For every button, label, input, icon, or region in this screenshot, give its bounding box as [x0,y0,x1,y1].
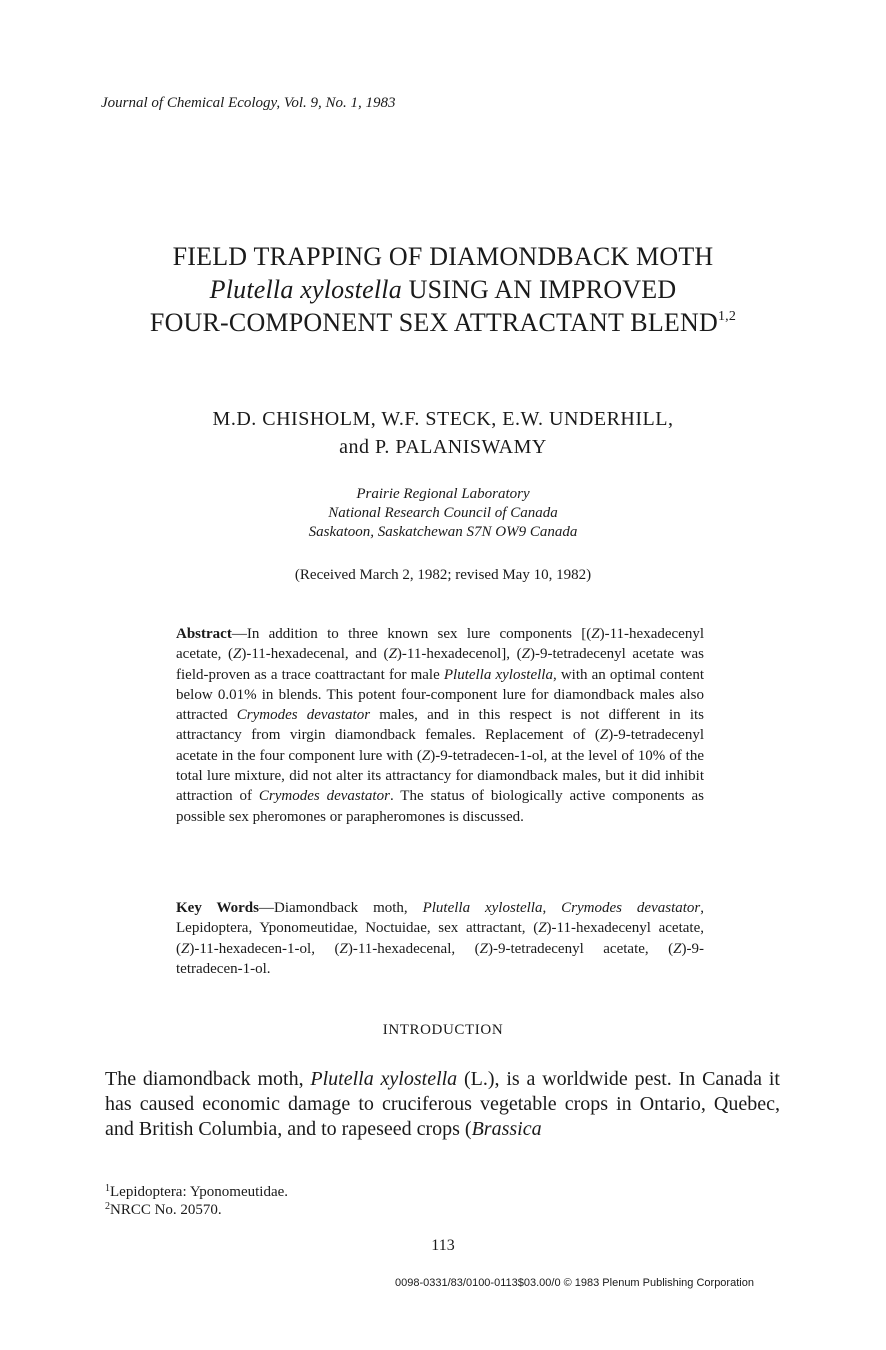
key-words-label: Key Words [176,900,259,916]
abstract-text: males, and in this respect is not different in its attractancy from virgin diamondback females. Replacement of ( [176,707,704,744]
key-words-species: Plutella xylostella [422,900,543,916]
affiliation-line-1: Prairie Regional Laboratory [356,486,530,502]
title-footnote-marks: 1,2 [717,309,737,324]
body-species: Plutella xylostella [310,1068,458,1090]
abstract-isomer: Z [388,646,397,663]
abstract-text: )-9-tetradecen-1-ol, at the level of 10% of the total lure mixture, did not alter its attractancy for diamondback males, but it did inhibit attraction of [176,747,704,805]
key-words-isomer: Z [673,940,682,957]
key-words-text: —Diamondback moth, [259,900,423,916]
abstract-text: , with an optimal content below 0.01% in blends. This potent four-component lure for diamondback males also attracted [176,666,704,724]
key-words-isomer: Z [181,940,190,957]
journal-citation: Journal of Chemical Ecology, Vol. 9, No. 1, 1983 [101,95,396,111]
abstract-text: )-9-tetradecenyl acetate in the four component lure with ( [176,727,704,764]
affiliation-line-2: National Research Council of Canada [328,505,558,521]
affiliation [0,485,886,542]
affiliation-line-3: Saskatoon, Saskatchewan S7N OW9 Canada [308,524,578,540]
footnotes [105,1183,288,1219]
abstract-text: . The status of biologically active components as possible sex pheromones or parapheromones is discussed. [176,788,705,825]
footnote-mark: 2 [105,1201,110,1212]
received-dates: (Received March 2, 1982; revised May 10, 1982) [294,567,592,583]
key-words-text: )-11-hexadecen-1-ol, ( [189,940,340,957]
abstract [176,624,704,827]
abstract-text: )-11-hexadecenyl acetate, ( [176,626,704,663]
abstract-species: Crymodes devastator [236,707,371,724]
title-line-3-text: FOUR-COMPONENT SEX ATTRACTANT BLEND [149,308,718,337]
key-words-isomer: Z [538,920,547,937]
body-paragraph [105,1067,780,1142]
footnote-2 [105,1201,288,1219]
key-words-isomer: Z [339,940,348,957]
abstract-text: )-11-hexadecenal, and ( [241,646,389,663]
key-words-text: )-11-hexadecenyl acetate, ( [176,920,704,957]
abstract-species: Plutella xylostella [443,666,553,683]
abstract-species: Crymodes devastator [258,788,390,805]
body-text: The diamondback moth, [105,1068,311,1090]
paper-title [0,240,886,339]
key-words-isomer: Z [479,940,488,957]
body-text: (L.), is a worldwide pest. In Canada it has caused economic damage to cruciferous vegetable crops in Ontario, Quebec, and British Columbia, and to rapeseed crops ( [105,1068,780,1140]
key-words-text: , [542,900,562,916]
abstract-isomer: Z [233,646,242,663]
abstract-label: Abstract [176,626,232,642]
key-words-text: , Lepidoptera, Yponomeutidae, Noctuidae, sex attractant, ( [176,900,704,937]
title-line-1: FIELD TRAPPING OF DIAMONDBACK MOTH [172,242,714,271]
key-words-text: )-9-tetradecenyl acetate, ( [487,940,674,957]
abstract-text: )-11-hexadecenol], ( [396,646,522,663]
footnote-1 [105,1183,288,1201]
key-words [176,898,704,979]
authors-line-2: and P. PALANISWAMY [339,436,547,458]
title-line-2-rest: USING AN IMPROVED [401,275,677,304]
abstract-isomer: Z [591,626,600,642]
key-words-text: )-9-tetradecen-1-ol. [176,940,704,977]
section-heading-introduction: INTRODUCTION [382,1022,504,1038]
key-words-text: )-11-hexadecenal, ( [347,940,480,957]
body-genus: Brassica [471,1118,542,1140]
footnote-mark: 1 [105,1183,110,1194]
abstract-isomer: Z [599,727,609,744]
footnote-text: Lepidoptera: Yponomeutidae. [110,1184,289,1200]
footnote-text: NRCC No. 20570. [110,1202,222,1218]
title-line-3 [0,306,886,339]
title-line-2 [0,273,886,306]
key-words-species: Crymodes devastator [561,900,701,916]
abstract-text: —In addition to three known sex lure components [( [231,626,592,642]
page-number: 113 [431,1237,455,1254]
authors-line-1: M.D. CHISHOLM, W.F. STECK, E.W. UNDERHILL, [212,408,674,430]
abstract-isomer: Z [521,646,531,663]
copyright-line: 0098-0331/83/0100-0113$03.00/0 © 1983 Plenum Publishing Corporation [395,1277,754,1289]
author-list [0,405,886,461]
abstract-isomer: Z [421,747,431,764]
abstract-text: )-9-tetradecenyl acetate was field-proven as a trace coattractant for male [176,646,704,683]
title-species: Plutella xylostella [209,275,402,304]
